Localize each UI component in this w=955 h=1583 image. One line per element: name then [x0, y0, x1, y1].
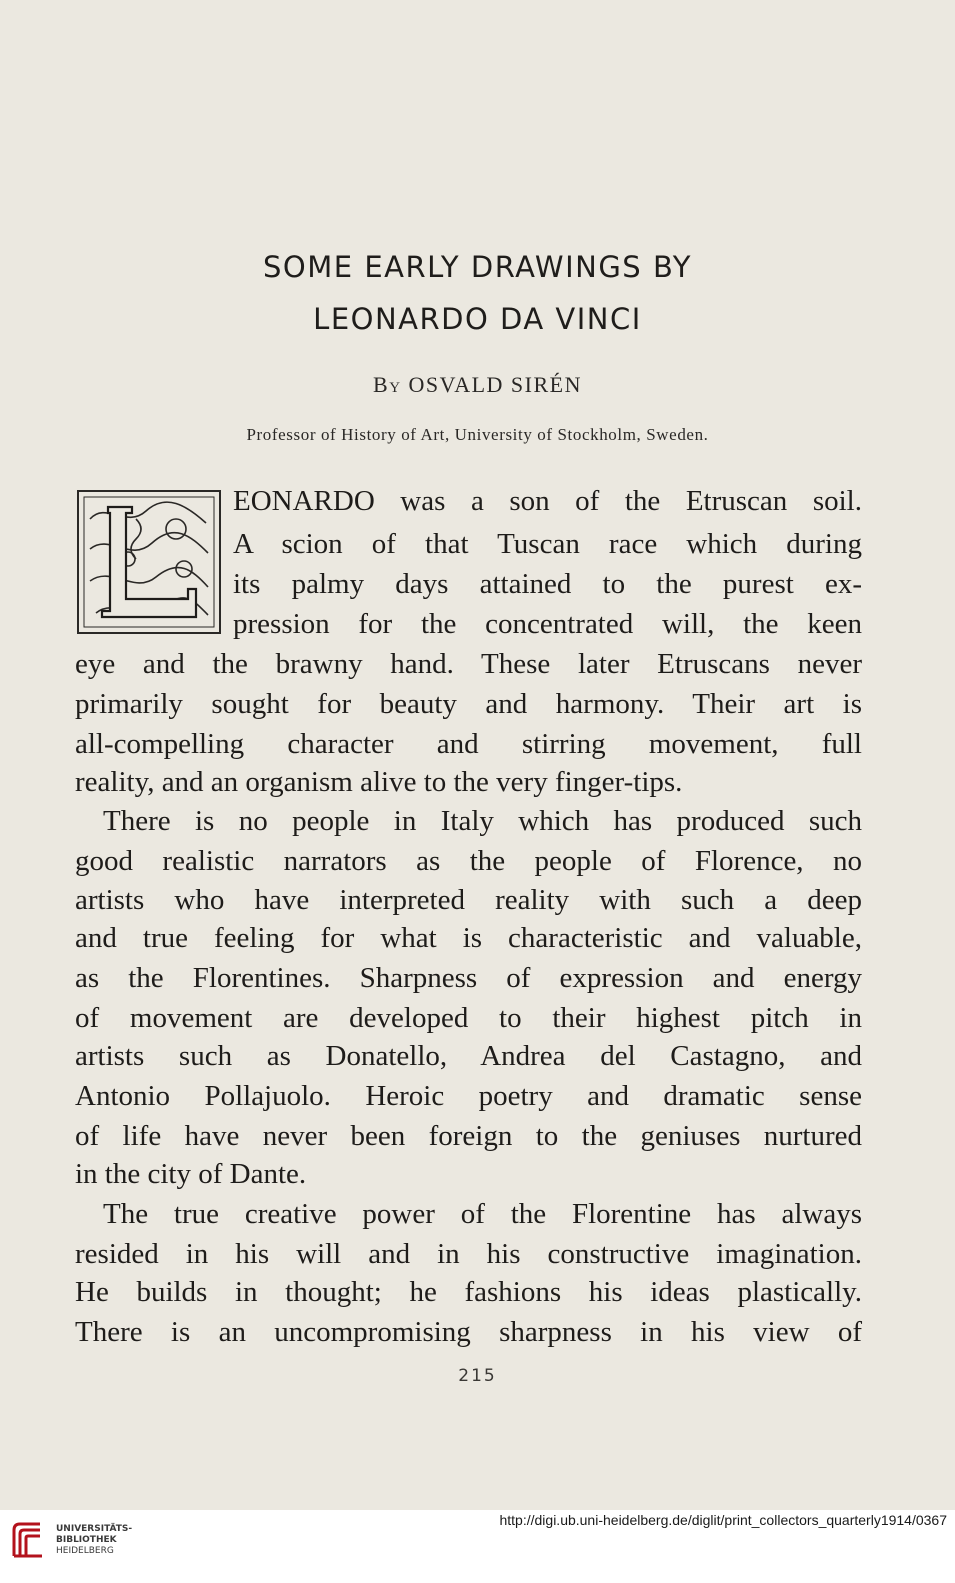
body-line: eye and the brawny hand. These later Etruscans never — [75, 648, 862, 680]
body-line: He builds in thought; he fashions his ideas plastically. — [75, 1276, 862, 1308]
byline — [0, 372, 955, 398]
body-line: primarily sought for beauty and harmony. Their art is — [75, 688, 862, 720]
body-line: all-compelling character and stirring movement, full — [75, 728, 862, 760]
body-line: The true creative power of the Florentine has always — [103, 1198, 862, 1230]
body-line: of movement are developed to their highest pitch in — [75, 1002, 862, 1034]
author-affiliation: Professor of History of Art, University of Stockholm, Sweden. — [246, 425, 709, 444]
body-line: pression for the concentrated will, the keen — [233, 608, 862, 640]
body-line: artists such as Donatello, Andrea del Castagno, and — [75, 1040, 862, 1072]
body-line: A scion of that Tuscan race which during — [233, 528, 862, 560]
ornamental-dropcap-icon — [76, 489, 222, 635]
body-line: There is no people in Italy which has produced such — [103, 805, 862, 837]
body-line: Antonio Pollajuolo. Heroic poetry and dramatic sense — [75, 1080, 862, 1112]
body-line: good realistic narrators as the people of Florence, no — [75, 845, 862, 877]
article-title-line-1: SOME EARLY DRAWINGS BY — [263, 250, 692, 284]
body-line: of life have never been foreign to the geniuses nurtured — [75, 1120, 862, 1152]
body-line: as the Florentines. Sharpness of expression and energy — [75, 962, 862, 994]
body-line: EONARDO was a son of the Etruscan soil. — [233, 485, 862, 517]
byline-prefix: By — [373, 372, 402, 397]
article-title-line-2: LEONARDO DA VINCI — [313, 302, 642, 336]
author-name: OSVALD SIRÉN — [408, 372, 582, 397]
source-url-link[interactable]: http://digi.ub.uni-heidelberg.de/diglit/print_collectors_quarterly1914/0367 — [499, 1512, 947, 1528]
university-library-logo-icon — [10, 1520, 46, 1560]
page-number: 215 — [458, 1366, 497, 1386]
body-line: There is an uncompromising sharpness in his view of — [75, 1316, 862, 1348]
body-line: in the city of Dante. — [75, 1158, 307, 1190]
body-line: reality, and an organism alive to the very finger-tips. — [75, 766, 683, 798]
body-line: its palmy days attained to the purest ex- — [233, 568, 862, 600]
svg-text:L: L — [76, 489, 77, 490]
body-line: artists who have interpreted reality with such a deep — [75, 884, 862, 916]
body-line: and true feeling for what is characteristic and valuable, — [75, 922, 862, 954]
library-name: UNIVERSITÄTS- BIBLIOTHEK HEIDELBERG — [56, 1524, 133, 1556]
body-line: resided in his will and in his constructive imagination. — [75, 1238, 862, 1270]
